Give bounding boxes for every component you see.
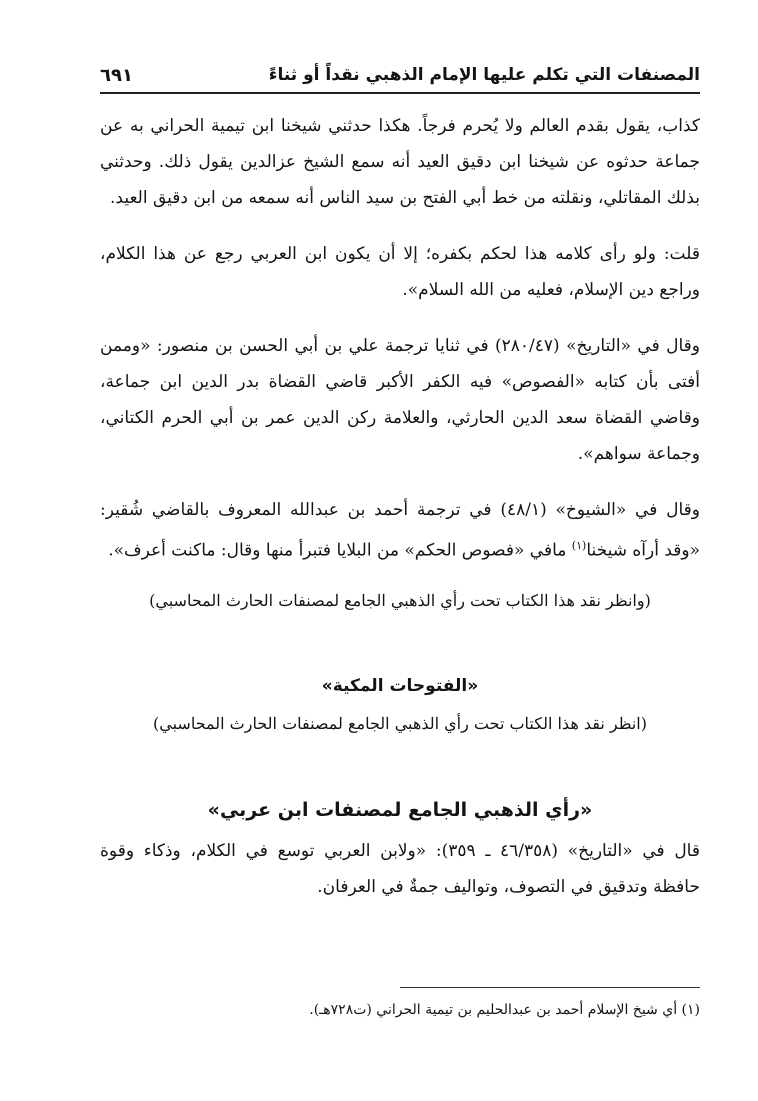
paragraph-4-part-2: مافي «فصوص الحكم» من البلايا فتبرأ منها وقال: ماكنت أعرف». — [108, 540, 572, 561]
cross-reference-note-2: (انظر نقد هذا الكتاب تحت رأي الذهبي الجامع لمصنفات الحارث المحاسبي) — [153, 713, 647, 733]
running-title: المصنفات التي تكلم عليها الإمام الذهبي نقداً أو ثناءً — [268, 65, 700, 85]
footnote-divider — [400, 987, 700, 988]
main-text — [100, 108, 700, 905]
section-heading-ibn-arabi: «رأي الذهبي الجامع لمصنفات ابن عربي» — [207, 798, 593, 821]
cross-reference-note-1: (وانظر نقد هذا الكتاب تحت رأي الذهبي الجامع لمصنفات الحارث المحاسبي) — [149, 590, 651, 610]
paragraph-5: قال في «التاريخ» (٤٦/٣٥٨ ـ ٣٥٩): «ولابن العربي توسع في الكلام، وذكاء وقوة حافظة وتدقيق في التصوف، وتواليف جمةٌ في العرفان. — [100, 840, 700, 897]
footnote: (١) أي شيخ الإسلام أحمد بن عبدالحليم بن تيمية الحراني (ت٧٢٨هـ). — [309, 1002, 700, 1018]
footnote-marker: (١) — [571, 539, 587, 552]
paragraph-2: قلت: ولو رأى كلامه هذا لحكم بكفره؛ إلا أن يكون ابن العربي رجع عن هذا الكلام، وراجع دين الإسلام، فعليه من الله السلام». — [100, 244, 700, 300]
paragraph-4 — [100, 492, 700, 569]
section-heading-futuhat: «الفتوحات المكية» — [321, 675, 479, 696]
page-number: ٦٩١ — [100, 64, 133, 86]
paragraph-3: وقال في «التاريخ» (٢٨٠/٤٧) في ثنايا ترجمة علي بن أبي الحسن بن منصور: «وممن أفتى بأن كتابه «الفصوص» فيه الكفر الأكبر قاضي القضاة بدر الدين ابن جماعة، وقاضي القضاة سعد الدين الحارثي، والعلامة ركن الدين عمر بن أبي الحرم الكتاني، وجماعة سواهم». — [100, 336, 700, 464]
paragraph-4-part-1: وقال في «الشيوخ» (٤٨/١) في ترجمة أحمد بن عبدالله المعروف بالقاضي شُقير: «وقد أرآه شيخنا — [100, 500, 700, 561]
running-header — [100, 58, 700, 94]
paragraph-1: كذاب، يقول بقدم العالم ولا يُحرم فرجاً. هكذا حدثني شيخنا ابن تيمية الحراني به عن جماعة حدثوه عن شيخنا ابن دقيق العيد أنه سمع الشيخ عزالدين يقول ذلك. وحدثني بذلك المقاتلي، ونقلته من خط أبي الفتح بن سيد الناس أنه سمعه من ابن دقيق العيد. — [100, 116, 700, 208]
